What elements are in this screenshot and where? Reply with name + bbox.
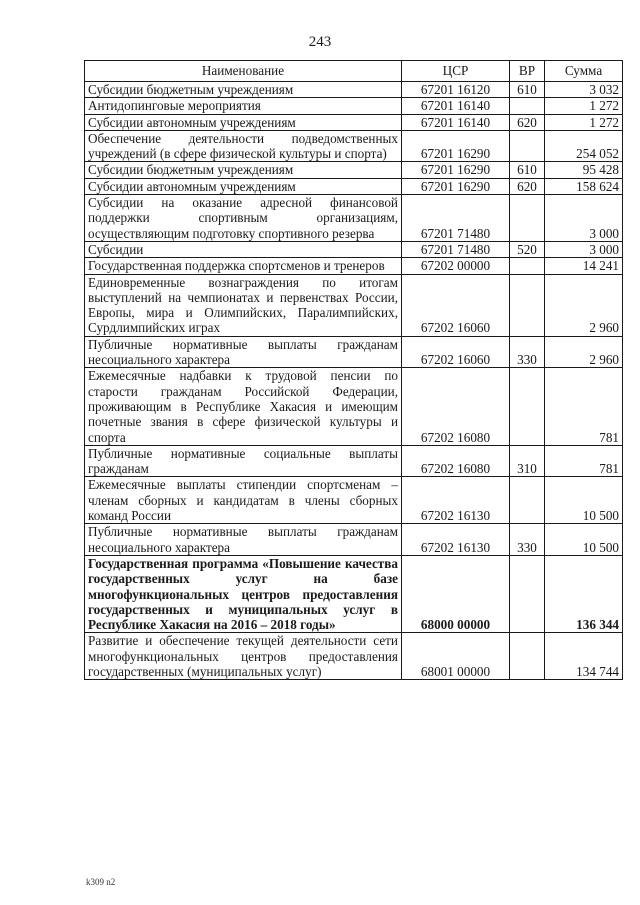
cell-sum: 781 — [545, 445, 623, 477]
table-row — [85, 98, 623, 114]
cell-sum: 1 272 — [545, 114, 623, 130]
cell-csr: 68000 00000 — [402, 555, 510, 632]
cell-vr — [510, 477, 545, 524]
table-row — [85, 368, 623, 445]
table-row — [85, 162, 623, 178]
cell-vr — [510, 368, 545, 445]
cell-name: Развитие и обеспечение текущей деятельности сети многофункциональных центров предоставления государственных (муниципальных услуг) — [85, 633, 402, 680]
cell-vr: 310 — [510, 445, 545, 477]
table-row — [85, 524, 623, 556]
cell-name: Ежемесячные надбавки к трудовой пенсии по старости гражданам Российской Федерации, проживающим в Республике Хакасия и имеющим почетные звания в сфере физической культуры и спорта — [85, 368, 402, 445]
cell-sum: 1 272 — [545, 98, 623, 114]
cell-sum: 3 000 — [545, 241, 623, 257]
cell-name: Субсидии на оказание адресной финансовой поддержки спортивным организациям, осуществляющим подготовку спортивного резерва — [85, 195, 402, 242]
header-name: Наименование — [85, 61, 402, 82]
table-row — [85, 178, 623, 194]
cell-vr: 520 — [510, 241, 545, 257]
cell-name: Антидопинговые мероприятия — [85, 98, 402, 114]
cell-name: Обеспечение деятельности подведомственных учреждений (в сфере физической культуры и спорта) — [85, 130, 402, 162]
cell-vr: 330 — [510, 524, 545, 556]
header-csr: ЦСР — [402, 61, 510, 82]
cell-sum: 95 428 — [545, 162, 623, 178]
cell-sum: 781 — [545, 368, 623, 445]
cell-sum: 254 052 — [545, 130, 623, 162]
cell-name: Публичные нормативные выплаты гражданам несоциального характера — [85, 524, 402, 556]
cell-csr: 67202 16080 — [402, 368, 510, 445]
cell-csr: 67201 16290 — [402, 162, 510, 178]
cell-csr: 67201 16290 — [402, 178, 510, 194]
table-row — [85, 114, 623, 130]
table-row — [85, 336, 623, 368]
cell-vr — [510, 555, 545, 632]
cell-sum: 3 000 — [545, 195, 623, 242]
cell-name: Субсидии бюджетным учреждениям — [85, 162, 402, 178]
cell-name: Государственная программа «Повышение качества государственных услуг на базе многофункциональных центров предоставления государственных и муниципальных услуг в Республике Хакасия на 2016 – 2018 годы» — [85, 555, 402, 632]
cell-vr — [510, 274, 545, 336]
cell-sum: 2 960 — [545, 274, 623, 336]
footer-code: k309 n2 — [86, 877, 116, 887]
cell-csr: 67202 16060 — [402, 336, 510, 368]
cell-vr: 610 — [510, 162, 545, 178]
table-row — [85, 445, 623, 477]
cell-csr: 67201 16140 — [402, 98, 510, 114]
cell-csr: 67202 16060 — [402, 274, 510, 336]
cell-vr — [510, 195, 545, 242]
header-sum: Сумма — [545, 61, 623, 82]
table-row — [85, 477, 623, 524]
cell-sum: 158 624 — [545, 178, 623, 194]
cell-name: Ежемесячные выплаты стипендии спортсменам – членам сборных и кандидатам в члены сборных команд России — [85, 477, 402, 524]
cell-sum: 136 344 — [545, 555, 623, 632]
cell-csr: 67201 16140 — [402, 114, 510, 130]
cell-sum: 10 500 — [545, 477, 623, 524]
cell-name: Субсидии бюджетным учреждениям — [85, 82, 402, 98]
cell-vr — [510, 258, 545, 274]
page-number: 243 — [308, 34, 332, 50]
cell-csr: 67202 16130 — [402, 477, 510, 524]
table-row — [85, 633, 623, 680]
cell-name: Субсидии — [85, 241, 402, 257]
cell-vr: 620 — [510, 178, 545, 194]
cell-csr: 67202 16080 — [402, 445, 510, 477]
cell-name: Публичные нормативные социальные выплаты гражданам — [85, 445, 402, 477]
cell-vr — [510, 633, 545, 680]
cell-vr — [510, 98, 545, 114]
cell-csr: 67201 16290 — [402, 130, 510, 162]
table-row — [85, 241, 623, 257]
table-row — [85, 258, 623, 274]
cell-sum: 3 032 — [545, 82, 623, 98]
cell-sum: 14 241 — [545, 258, 623, 274]
cell-name: Субсидии автономным учреждениям — [85, 178, 402, 194]
cell-sum: 134 744 — [545, 633, 623, 680]
cell-vr — [510, 130, 545, 162]
cell-csr: 67202 00000 — [402, 258, 510, 274]
cell-vr: 610 — [510, 82, 545, 98]
header-vr: ВР — [510, 61, 545, 82]
cell-sum: 2 960 — [545, 336, 623, 368]
cell-csr: 68001 00000 — [402, 633, 510, 680]
cell-vr: 620 — [510, 114, 545, 130]
cell-csr: 67201 71480 — [402, 195, 510, 242]
cell-vr: 330 — [510, 336, 545, 368]
cell-sum: 10 500 — [545, 524, 623, 556]
budget-table — [84, 60, 623, 680]
cell-name: Единовременные вознаграждения по итогам выступлений на чемпионатах и первенствах России, Европы, мира и Олимпийских, Паралимпийских, Сурдлимпийских играх — [85, 274, 402, 336]
header-row — [85, 61, 623, 82]
cell-csr: 67201 71480 — [402, 241, 510, 257]
table-row — [85, 82, 623, 98]
cell-csr: 67202 16130 — [402, 524, 510, 556]
cell-csr: 67201 16120 — [402, 82, 510, 98]
cell-name: Субсидии автономным учреждениям — [85, 114, 402, 130]
table-row — [85, 555, 623, 632]
cell-name: Публичные нормативные выплаты гражданам несоциального характера — [85, 336, 402, 368]
table-row — [85, 130, 623, 162]
table-row — [85, 274, 623, 336]
cell-name: Государственная поддержка спортсменов и тренеров — [85, 258, 402, 274]
table-row — [85, 195, 623, 242]
